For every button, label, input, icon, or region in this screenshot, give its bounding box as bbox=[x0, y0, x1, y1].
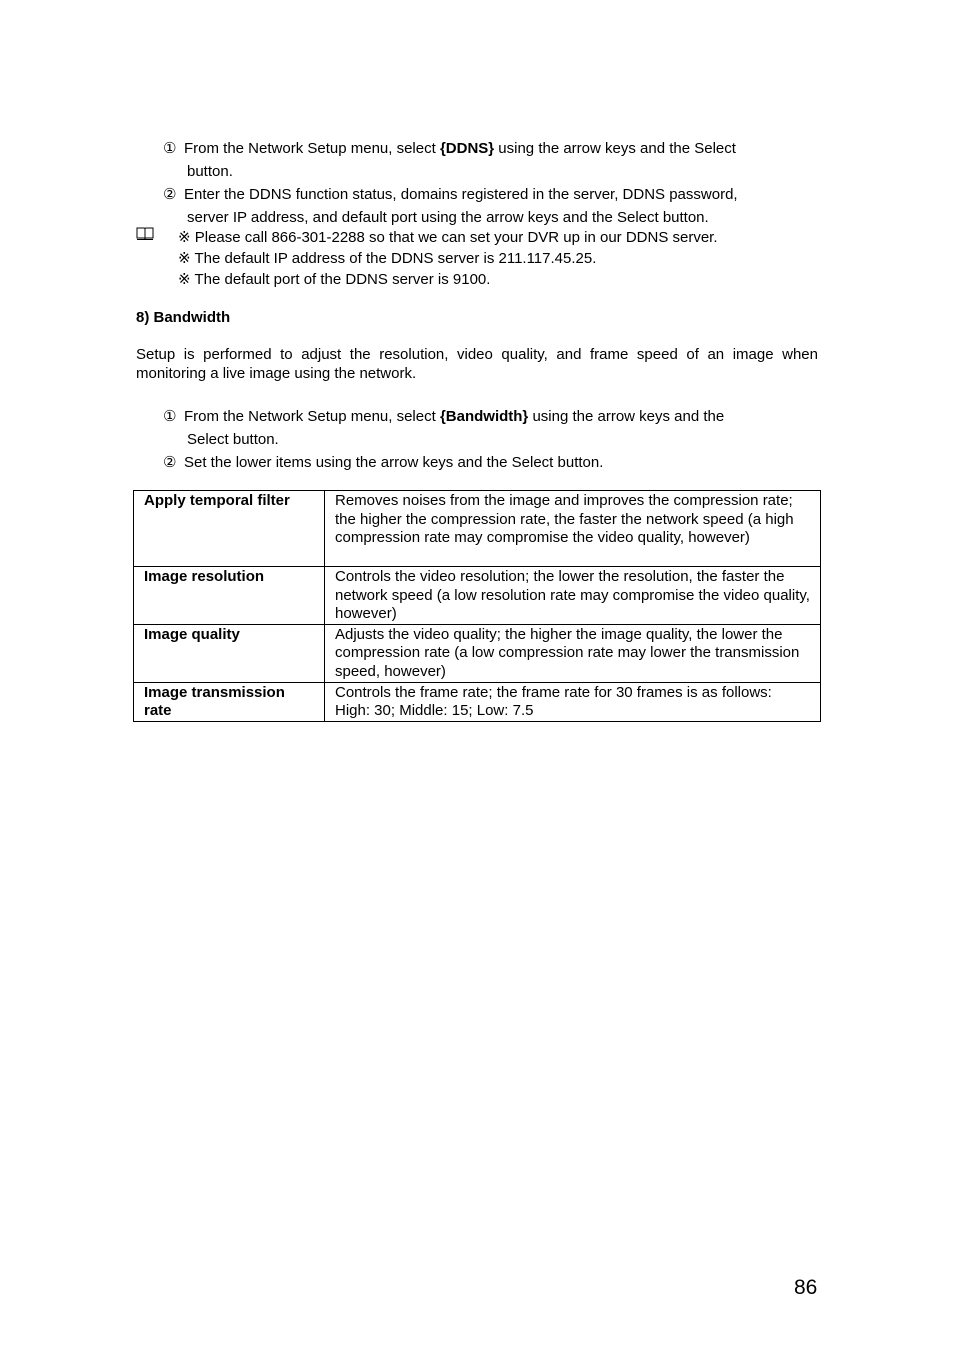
step-text: Enter the DDNS function status, domains registered in the server, DDNS password, bbox=[184, 186, 738, 203]
table-row bbox=[134, 682, 821, 721]
bandwidth-step-1 bbox=[163, 405, 803, 451]
step-number: ① bbox=[163, 408, 177, 425]
step-text: From the Network Setup menu, select bbox=[184, 408, 440, 425]
step-number: ② bbox=[163, 454, 177, 471]
note-ddns-phone: ※ Please call 866-301-2288 so that we can set your DVR up in our DDNS server. bbox=[178, 229, 718, 246]
bandwidth-step-2 bbox=[163, 451, 803, 474]
bandwidth-settings-table bbox=[133, 490, 821, 722]
bandwidth-intro: Setup is performed to adjust the resolution, video quality, and frame speed of an image when monitoring a live image using the network. bbox=[136, 346, 818, 382]
step-text: Set the lower items using the arrow keys and the Select button. bbox=[184, 454, 604, 471]
step-continuation: Select button. bbox=[187, 431, 279, 448]
menu-item-bandwidth: {Bandwidth} bbox=[439, 408, 529, 425]
menu-item-ddns: {DDNS} bbox=[439, 140, 495, 157]
step-text: using the arrow keys and the bbox=[528, 408, 725, 425]
ddns-step-2 bbox=[163, 183, 803, 229]
setting-label: Image resolution bbox=[134, 567, 325, 625]
step-number: ① bbox=[163, 140, 177, 157]
setting-description: Removes noises from the image and improves the compression rate; the higher the compression rate, the faster the network speed (a high compression rate may compromise the video quality, however) bbox=[325, 491, 821, 567]
step-continuation: button. bbox=[187, 163, 233, 180]
table-row bbox=[134, 567, 821, 625]
step-text: From the Network Setup menu, select bbox=[184, 140, 440, 157]
ddns-step-1 bbox=[163, 137, 803, 183]
setting-description: Adjusts the video quality; the higher the image quality, the lower the compression rate (a low compression rate may lower the transmission speed, however) bbox=[325, 624, 821, 682]
note-ddns-ip: ※ The default IP address of the DDNS server is 211.117.45.25. bbox=[178, 250, 597, 267]
table-row bbox=[134, 624, 821, 682]
section-heading-bandwidth: 8) Bandwidth bbox=[136, 309, 231, 326]
table-row bbox=[134, 491, 821, 567]
setting-label: Image quality bbox=[134, 624, 325, 682]
step-number: ② bbox=[163, 186, 177, 203]
setting-label: Apply temporal filter bbox=[134, 491, 325, 567]
step-continuation: server IP address, and default port using the arrow keys and the Select button. bbox=[187, 209, 709, 226]
note-ddns-port: ※ The default port of the DDNS server is 9100. bbox=[178, 271, 491, 288]
setting-label: Image transmission rate bbox=[134, 682, 325, 721]
setting-description: Controls the frame rate; the frame rate for 30 frames is as follows: High: 30; Middle: 15; Low: 7.5 bbox=[325, 682, 821, 721]
step-text: using the arrow keys and the Select bbox=[494, 140, 736, 157]
page-number: 86 bbox=[794, 1276, 818, 1299]
setting-description: Controls the video resolution; the lower the resolution, the faster the network speed (a low resolution rate may compromise the video quality, however) bbox=[325, 567, 821, 625]
book-icon bbox=[136, 226, 154, 241]
